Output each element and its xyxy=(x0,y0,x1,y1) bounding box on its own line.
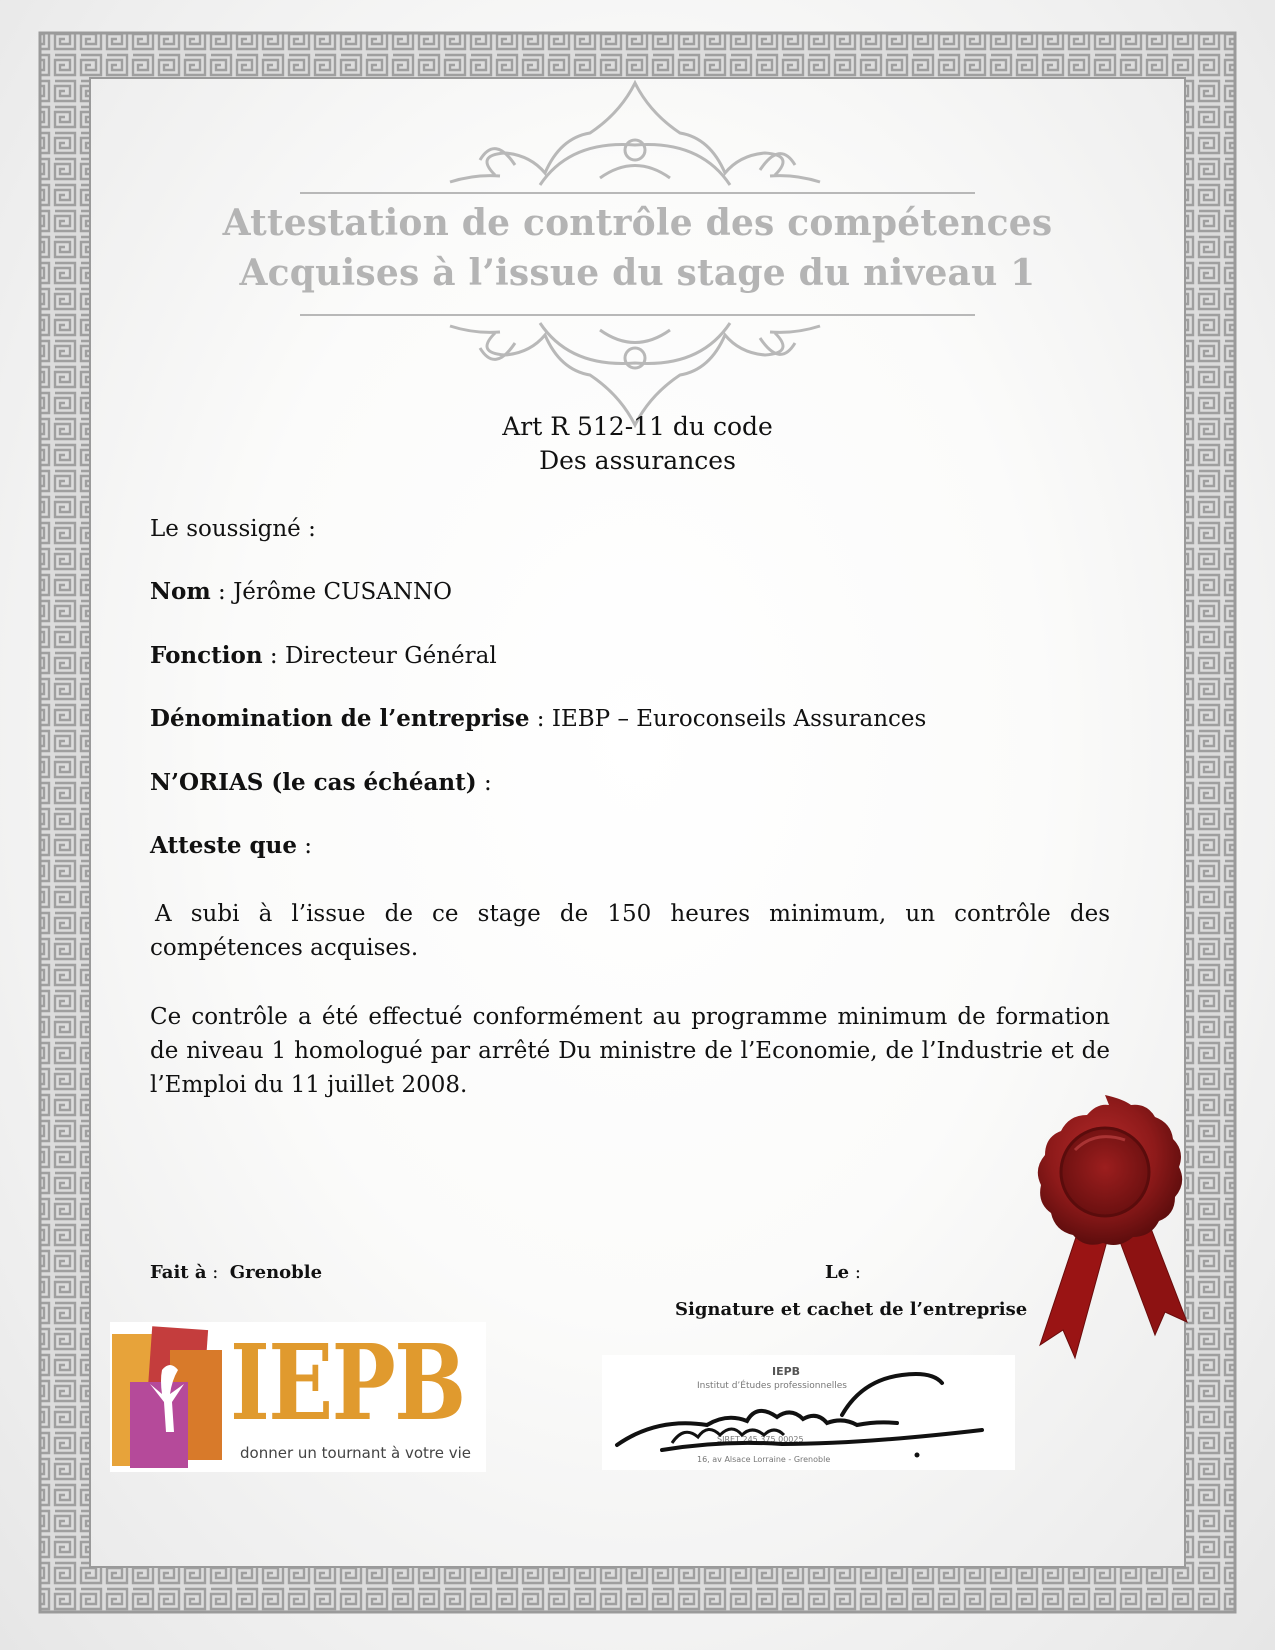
iepb-logo xyxy=(110,1322,486,1472)
bottom-ornament xyxy=(300,315,975,425)
reference-line-2: Des assurances xyxy=(539,446,736,475)
place-line xyxy=(150,1262,322,1283)
field-separator: : xyxy=(210,579,234,605)
place-value: Grenoble xyxy=(229,1262,323,1283)
undersigned-label: Le soussigné : xyxy=(150,516,316,542)
field-separator: : xyxy=(296,833,313,859)
field-label: Fonction xyxy=(150,642,263,669)
field-label: Nom xyxy=(150,578,211,605)
field-company xyxy=(150,702,1110,736)
field-separator: : xyxy=(262,643,285,669)
title-line-2: Acquises à l’issue du stage du niveau 1 xyxy=(239,252,1036,294)
date-line xyxy=(825,1262,861,1283)
field-label: Atteste que xyxy=(150,832,297,859)
stamp-line-1: IEPB xyxy=(772,1365,801,1378)
paragraph-1: A subi à l’issue de ce stage de 150 heures minimum, un contrôle des compétences acquises. xyxy=(150,901,1110,961)
logo-tagline: donner un tournant à votre vie xyxy=(240,1444,471,1462)
stamp-line-4: 16, av Alsace Lorraine - Grenoble xyxy=(697,1455,831,1464)
title-line-1: Attestation de contrôle des compétences xyxy=(222,202,1053,244)
field-function xyxy=(150,639,1110,673)
date-label: Le xyxy=(825,1262,850,1283)
paragraph-2: Ce contrôle a été effectué conformément au programme minimum de formation de niveau 1 homologué par arrêté Du ministre de l’Economie, de l’Industrie et de l’Emploi du 11 juillet 2008. xyxy=(150,1004,1110,1098)
field-value: Directeur Général xyxy=(284,643,497,669)
handwritten-signature-icon xyxy=(602,1355,1015,1470)
signature-stamp xyxy=(602,1355,1015,1470)
field-value: IEBP – Euroconseils Assurances xyxy=(551,706,927,732)
place-separator: : xyxy=(206,1262,230,1283)
reference-line-1: Art R 512-11 du code xyxy=(502,412,773,441)
stamp-line-3: SIRET 245 375 00025 xyxy=(717,1435,804,1444)
field-name xyxy=(150,575,1110,609)
field-separator: : xyxy=(476,770,492,796)
wax-seal-icon xyxy=(1015,1090,1195,1375)
date-separator: : xyxy=(849,1262,861,1283)
field-value: Jérôme CUSANNO xyxy=(233,579,452,605)
field-orias xyxy=(150,766,1110,800)
field-label: N’ORIAS (le cas échéant) xyxy=(150,769,477,796)
field-label: Dénomination de l’entreprise xyxy=(150,705,530,732)
field-separator: : xyxy=(529,706,552,732)
field-certifies xyxy=(150,829,1110,863)
signature-label: Signature et cachet de l’entreprise xyxy=(675,1299,1028,1320)
top-ornament xyxy=(300,83,975,193)
place-label: Fait à xyxy=(150,1262,207,1283)
logo-text: IEPB xyxy=(230,1322,465,1444)
stamp-line-2: Institut d’Études professionnelles xyxy=(697,1381,847,1391)
